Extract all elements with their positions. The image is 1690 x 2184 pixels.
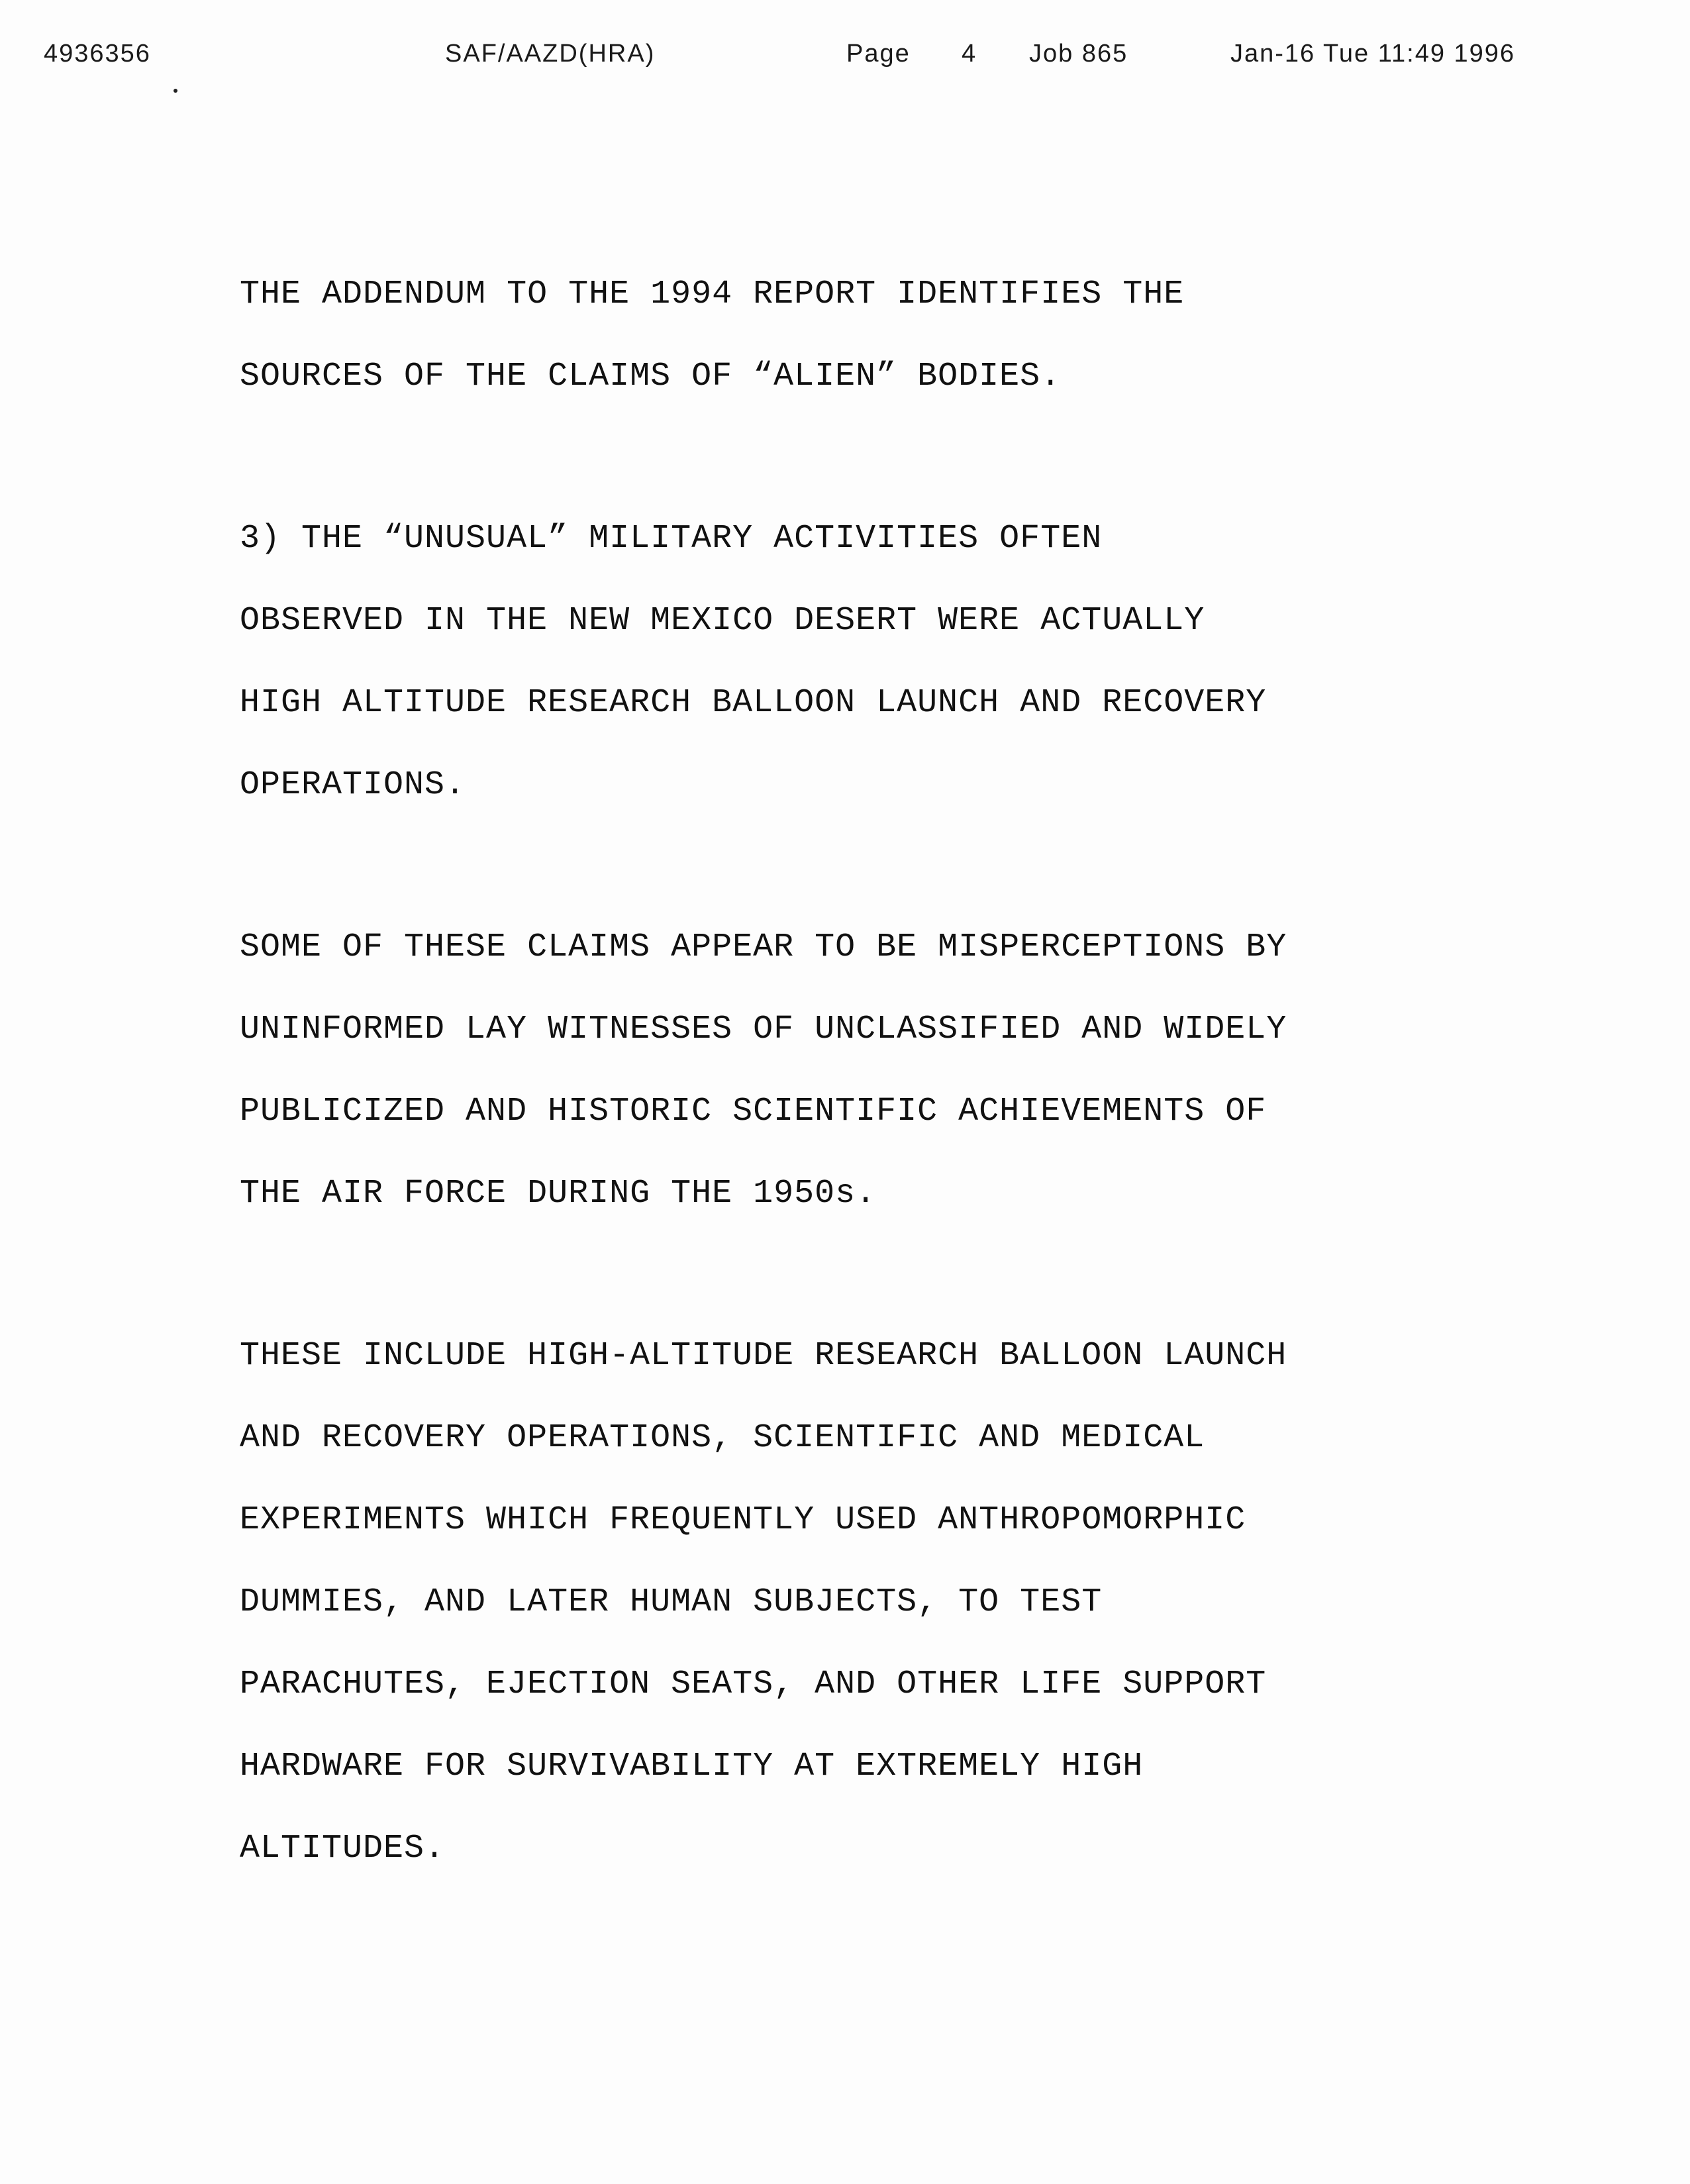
paragraph-addendum bbox=[240, 262, 1498, 426]
text-line: SOURCES OF THE CLAIMS OF “ALIEN” BODIES. bbox=[240, 358, 1062, 395]
text-line: EXPERIMENTS WHICH FREQUENTLY USED ANTHROPOMORPHIC bbox=[240, 1501, 1246, 1539]
fax-page-number: 4 bbox=[962, 40, 977, 68]
fax-header bbox=[0, 0, 1690, 93]
paragraph-operations bbox=[240, 1323, 1498, 1898]
document-body bbox=[240, 262, 1498, 1978]
text-line: HARDWARE FOR SURVIVABILITY AT EXTREMELY HIGH bbox=[240, 1748, 1144, 1785]
text-line: DUMMIES, AND LATER HUMAN SUBJECTS, TO TEST bbox=[240, 1583, 1103, 1621]
text-line: THESE INCLUDE HIGH-ALTITUDE RESEARCH BALLOON LAUNCH bbox=[240, 1337, 1287, 1375]
fax-datetime: Jan-16 Tue 11:49 1996 bbox=[1230, 40, 1516, 68]
text-line: UNINFORMED LAY WITNESSES OF UNCLASSIFIED AND WIDELY bbox=[240, 1011, 1287, 1048]
fax-job: Job 865 bbox=[1029, 40, 1128, 68]
text-line: PARACHUTES, EJECTION SEATS, AND OTHER LIFE SUPPORT bbox=[240, 1665, 1267, 1703]
text-line: AND RECOVERY OPERATIONS, SCIENTIFIC AND MEDICAL bbox=[240, 1419, 1205, 1457]
scan-speck bbox=[174, 89, 177, 93]
paragraph-misperceptions bbox=[240, 915, 1498, 1243]
paragraph-item-3 bbox=[240, 506, 1498, 834]
text-line: PUBLICIZED AND HISTORIC SCIENTIFIC ACHIEVEMENTS OF bbox=[240, 1093, 1267, 1130]
text-line: OPERATIONS. bbox=[240, 766, 466, 804]
text-line: THE AIR FORCE DURING THE 1950s. bbox=[240, 1175, 877, 1213]
fax-id: 4936356 bbox=[44, 40, 151, 68]
text-line: OBSERVED IN THE NEW MEXICO DESERT WERE ACTUALLY bbox=[240, 602, 1205, 640]
fax-sender: SAF/AAZD(HRA) bbox=[445, 40, 656, 68]
fax-page-label: Page bbox=[846, 40, 911, 68]
text-line: HIGH ALTITUDE RESEARCH BALLOON LAUNCH AND RECOVERY bbox=[240, 684, 1267, 722]
text-line: SOME OF THESE CLAIMS APPEAR TO BE MISPERCEPTIONS BY bbox=[240, 928, 1287, 966]
text-line: 3) THE “UNUSUAL” MILITARY ACTIVITIES OFTEN bbox=[240, 520, 1103, 558]
text-line: ALTITUDES. bbox=[240, 1830, 446, 1867]
text-line: THE ADDENDUM TO THE 1994 REPORT IDENTIFIES THE bbox=[240, 275, 1185, 313]
